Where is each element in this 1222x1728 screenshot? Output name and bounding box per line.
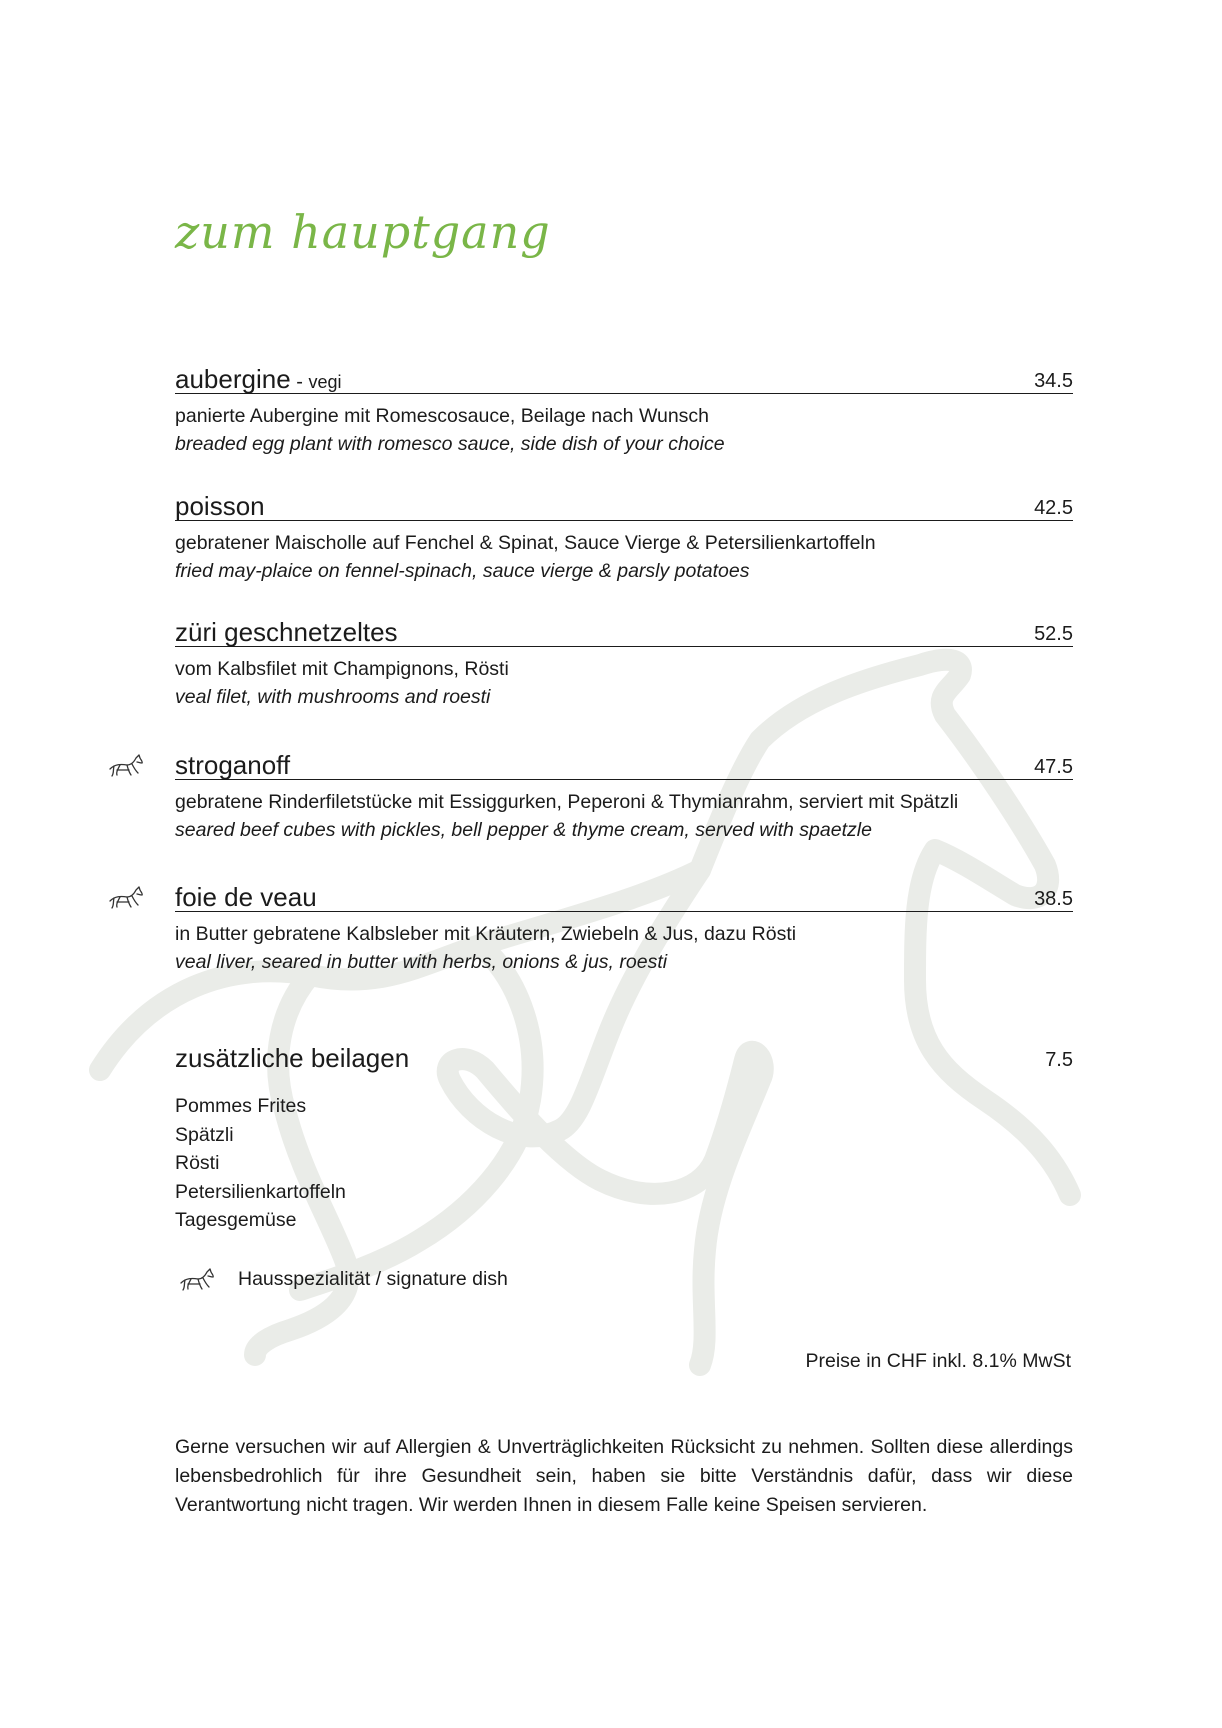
menu-item-description-en: breaded egg plant with romesco sauce, side dish of your choice — [175, 433, 725, 455]
legend — [178, 1264, 508, 1294]
menu-item-title: aubergine — [175, 364, 291, 394]
menu-item-name: stroganoff — [175, 750, 291, 780]
menu-item-description-de: vom Kalbsfilet mit Champignons, Rösti — [175, 658, 509, 680]
menu-item-description-de: gebratener Maischolle auf Fenchel & Spinat, Sauce Vierge & Petersilienkartoffeln — [175, 532, 876, 554]
list-item: Pommes Frites — [175, 1095, 307, 1117]
price-note: Preise in CHF inkl. 8.1% MwSt — [805, 1350, 1071, 1372]
horse-icon — [107, 883, 145, 911]
sides-list — [175, 1092, 346, 1235]
menu-item-tag: vegi — [308, 372, 342, 392]
menu-item-price: 38.5 — [1034, 888, 1073, 910]
menu-item-separator: - — [290, 371, 309, 393]
sides-heading: zusätzliche beilagen — [175, 1043, 410, 1073]
horse-icon — [178, 1265, 216, 1293]
list-item: Spätzli — [175, 1123, 234, 1146]
horse-icon — [107, 751, 145, 779]
list-item: Tagesgemüse — [175, 1209, 297, 1231]
menu-item-price: 42.5 — [1034, 497, 1073, 519]
menu-item-header — [175, 486, 1073, 521]
menu-item-name: züri geschnetzeltes — [175, 617, 398, 647]
menu-item-header — [175, 359, 1073, 394]
menu-item-description-de: panierte Aubergine mit Romescosauce, Beilage nach Wunsch — [175, 405, 710, 427]
menu-item-aubergine — [175, 359, 1073, 458]
menu-item-stroganoff — [175, 745, 1073, 844]
menu-item-description-en: veal filet, with mushrooms and roesti — [175, 686, 491, 708]
menu-item-name: poisson — [175, 491, 265, 521]
menu-item-description-de: gebratene Rinderfiletstücke mit Essiggurken, Peperoni & Thymianrahm, serviert mit Spätzli — [175, 791, 959, 813]
menu-item-header — [175, 745, 1073, 780]
page-title: zum hauptgang — [175, 205, 551, 259]
menu-item-description-en: fried may-plaice on fennel-spinach, sauce vierge & parsly potatoes — [175, 560, 750, 582]
menu-item-poisson — [175, 486, 1073, 585]
menu-item-foie-de-veau — [175, 877, 1073, 976]
list-item: Rösti — [175, 1152, 220, 1174]
legend-text: Hausspezialität / signature dish — [238, 1267, 508, 1290]
menu-item-price: 34.5 — [1034, 370, 1073, 392]
menu-item-price: 47.5 — [1034, 756, 1073, 778]
menu-item-description-de: in Butter gebratene Kalbsleber mit Kräutern, Zwiebeln & Jus, dazu Rösti — [175, 923, 797, 945]
menu-item-name: foie de veau — [175, 882, 317, 912]
list-item: Petersilienkartoffeln — [175, 1180, 346, 1203]
menu-item-header — [175, 612, 1073, 647]
menu-item-zueri-geschnetzeltes — [175, 612, 1073, 711]
menu-item-price: 52.5 — [1034, 623, 1073, 645]
menu-item-description-en: veal liver, seared in butter with herbs, onions & jus, roesti — [175, 951, 668, 973]
sides-price: 7.5 — [1045, 1049, 1073, 1071]
menu-item-header — [175, 877, 1073, 912]
menu-item-description-en: seared beef cubes with pickles, bell pepper & thyme cream, served with spaetzle — [175, 819, 872, 841]
allergy-note: Gerne versuchen wir auf Allergien & Unverträglichkeiten Rücksicht zu nehmen. Sollten diese allerdings lebensbedrohlich für ihre Gesundheit sein, haben sie bitte Verständnis dafür, dass wir diese Verantwortung nicht tragen. Wir werden Ihnen in diesem Falle keine Speisen servieren. — [175, 1436, 1073, 1516]
menu-item-name — [175, 364, 341, 395]
